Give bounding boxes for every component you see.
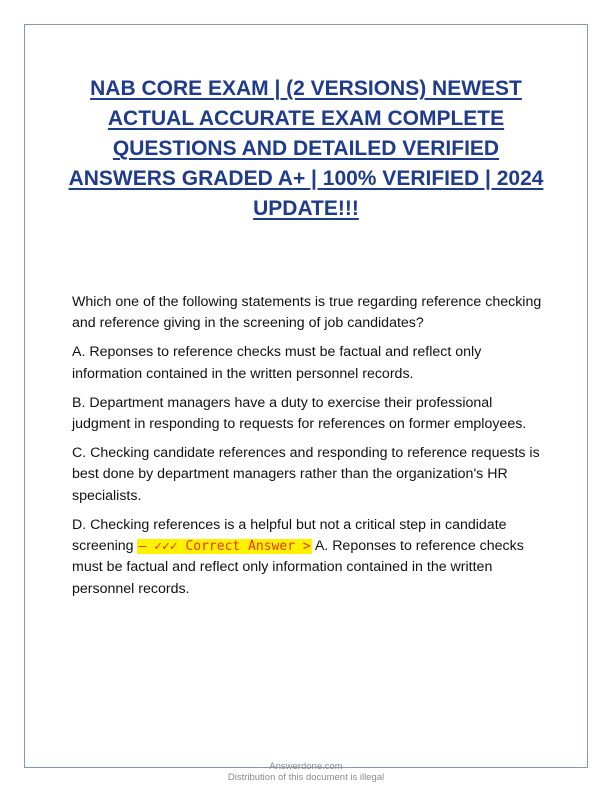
option-b: B. Department managers have a duty to exercise their professional judgment in responding to requests for references on former employees. [72,394,527,433]
correct-answer-marker: – ✓✓✓ Correct Answer > [138,539,311,555]
footer-notice: Distribution of this document is illegal [227,772,385,783]
document-title: NAB CORE EXAM | (2 VERSIONS) NEWEST ACTUAL ACCURATE EXAM COMPLETE QUESTIONS AND DETAILED VERIFIED ANSWERS GRADED A+ | 100% VERIFIED | 2024 UPDATE!!! [68,77,544,220]
option-d [72,515,546,601]
question-block [72,292,546,608]
question-text: Which one of the following statements is true regarding reference checking and reference giving in the screening of job candidates? [72,294,542,332]
option-d-text: D. Checking references is a helpful but not a critical step in candidate screening [72,516,507,555]
correct-answer-text: A. Reponses to reference checks must be factual and reflect only information contained in the written personnel records. [72,538,524,597]
footer-site: Answerdone.com [269,761,343,772]
option-c: C. Checking candidate references and responding to reference requests is best done by department managers rather than the organization's HR specialists. [72,444,540,504]
option-a: A. Reponses to reference checks must be factual and reflect only information contained in the written personnel records. [72,344,482,382]
